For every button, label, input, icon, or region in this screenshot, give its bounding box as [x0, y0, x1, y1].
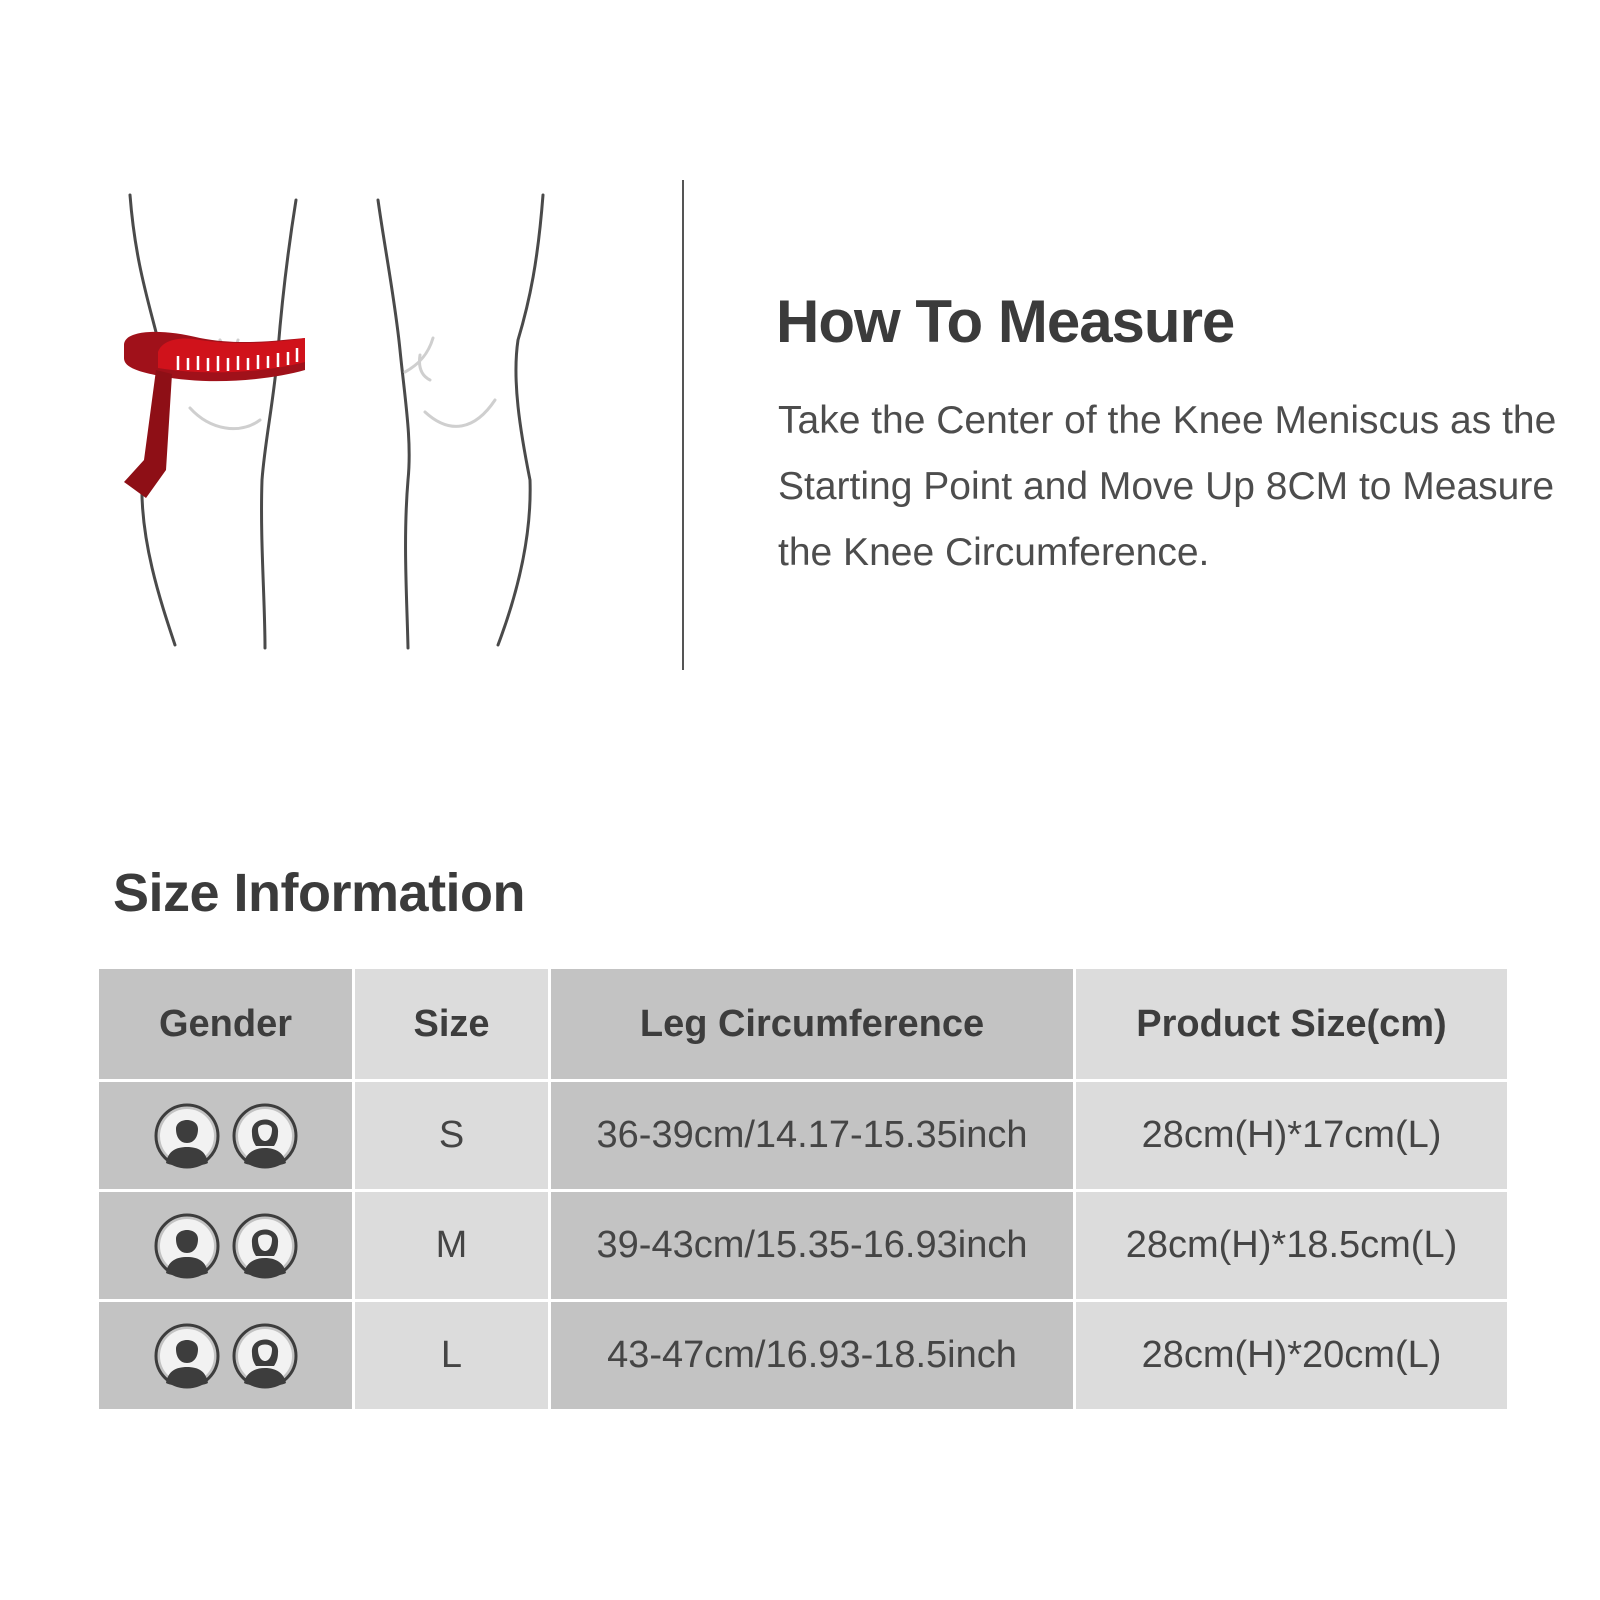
left-kneecap-hint — [190, 408, 260, 429]
product-size-cell: 28cm(H)*17cm(L) — [1075, 1081, 1509, 1191]
table-row — [98, 1301, 1509, 1411]
size-table — [96, 966, 1510, 1412]
vertical-divider — [682, 180, 684, 670]
male-icon — [154, 1213, 220, 1279]
right-leg-inner-outline — [378, 200, 409, 648]
size-cell: L — [354, 1301, 550, 1411]
table-row — [98, 1191, 1509, 1301]
female-icon — [232, 1103, 298, 1169]
header-leg-circumference: Leg Circumference — [550, 968, 1075, 1081]
measuring-tape — [124, 332, 305, 498]
gender-cell — [98, 1301, 354, 1411]
female-icon — [232, 1213, 298, 1279]
how-to-measure-title: How To Measure — [776, 288, 1235, 355]
size-cell: M — [354, 1191, 550, 1301]
gender-cell — [98, 1191, 354, 1301]
header-gender: Gender — [98, 968, 354, 1081]
size-table-header-row — [98, 968, 1509, 1081]
left-leg-inner-outline — [262, 200, 296, 648]
leg-circumference-cell: 43-47cm/16.93-18.5inch — [550, 1301, 1075, 1411]
product-size-cell: 28cm(H)*18.5cm(L) — [1075, 1191, 1509, 1301]
table-row — [98, 1081, 1509, 1191]
female-icon — [232, 1323, 298, 1389]
male-icon — [154, 1323, 220, 1389]
header-size: Size — [354, 968, 550, 1081]
size-cell: S — [354, 1081, 550, 1191]
header-product-size: Product Size(cm) — [1075, 968, 1509, 1081]
how-to-measure-description: Take the Center of the Knee Meniscus as the Starting Point and Move Up 8CM to Measure the Knee Circumference. — [778, 399, 1557, 574]
knee-measure-illustration — [100, 180, 580, 670]
size-information-title: Size Information — [113, 863, 526, 923]
tape-hanging-end — [124, 370, 172, 498]
right-kneecap-hint — [425, 400, 495, 426]
male-icon — [154, 1103, 220, 1169]
leg-circumference-cell: 39-43cm/15.35-16.93inch — [550, 1191, 1075, 1301]
product-size-cell: 28cm(H)*20cm(L) — [1075, 1301, 1509, 1411]
right-leg-outer-outline — [498, 195, 543, 645]
leg-circumference-cell: 36-39cm/14.17-15.35inch — [550, 1081, 1075, 1191]
right-knee-crease — [405, 338, 433, 380]
gender-cell — [98, 1081, 354, 1191]
